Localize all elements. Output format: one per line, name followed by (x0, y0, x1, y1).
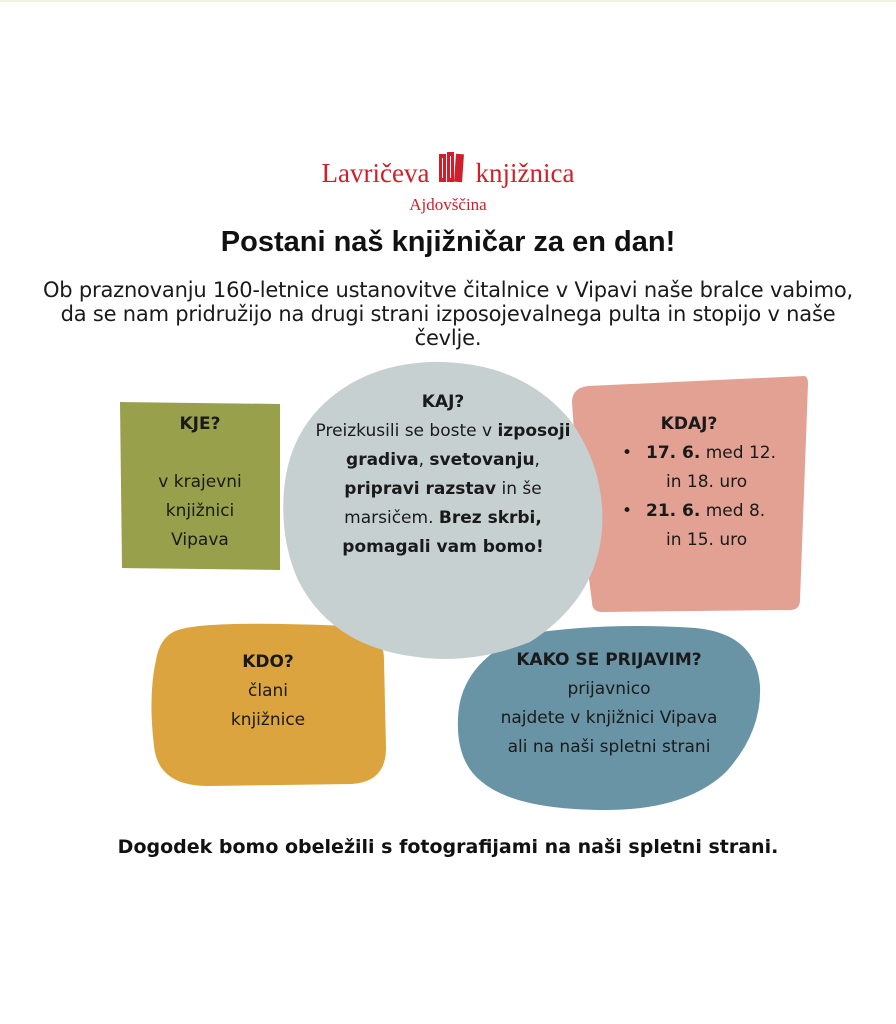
book-icon (437, 150, 467, 195)
kdaj-item-text1: med 8. (705, 501, 766, 521)
intro-text: Ob praznovanju 160-letnice ustanovitve čitalnice v Vipavi naše bralce vabimo, da se nam pridružijo na drugi strani izposojevalnega pulta in stopijo v naše čevlje. (42, 278, 854, 350)
kje-line-2: knjižnici (165, 501, 235, 521)
kdaj-item-text2: in 15. uro (666, 530, 748, 550)
kje-line-1: v krajevni (158, 472, 242, 492)
kje-heading: KJE? (179, 414, 221, 434)
kdaj-item-text2: in 18. uro (666, 472, 748, 492)
kdo-line-2: knjižnice (230, 710, 306, 730)
kaj-box (280, 360, 606, 660)
kako-line-3: ali na naši spletni strani (507, 737, 711, 757)
page-title: Postani naš knjižničar za en dan! (220, 226, 676, 258)
kdaj-item-date: 21. 6. (646, 501, 701, 521)
library-logo (0, 150, 896, 215)
kaj-bold-1: izposoji gradiva (346, 421, 571, 470)
logo-subtitle: Ajdovščina (409, 195, 487, 214)
kako-heading: KAKO SE PRIJAVIM? (516, 650, 702, 670)
kaj-text-3: , (534, 450, 540, 470)
kje-box (118, 400, 282, 572)
kdaj-item-date: 17. 6. (646, 443, 701, 463)
kje-line-3: Vipava (171, 530, 229, 550)
kdo-heading: KDO? (242, 652, 294, 672)
kdaj-item: • 21. 6. med 8. in 15. uro (568, 497, 810, 555)
kaj-text-2: , (418, 450, 425, 470)
logo-name-left: Lavričeva (321, 157, 430, 188)
kaj-bold-4: Brez skrbi, pomagali vam bomo! (342, 508, 544, 557)
footer-note: Dogodek bomo obeležili s fotografijami na naši spletni strani. (117, 836, 779, 858)
kaj-bold-2: svetovanju (429, 450, 535, 470)
top-border-line (0, 0, 896, 2)
kdaj-item: • 17. 6. med 12. in 18. uro (568, 439, 810, 497)
kako-line-2: najdete v knjižnici Vipava (500, 708, 718, 728)
kdaj-item-text1: med 12. (705, 443, 776, 463)
kako-line-1: prijavnico (567, 679, 651, 699)
kaj-heading: KAJ? (421, 392, 465, 412)
logo-name-right: knjižnica (475, 157, 575, 188)
kaj-text-4: in še marsičem. (344, 479, 542, 528)
kdaj-heading: KDAJ? (660, 414, 718, 434)
logo-name-row (0, 150, 896, 195)
kaj-bold-3: pripravi razstav (344, 479, 497, 499)
kdo-line-1: člani (248, 681, 288, 701)
kaj-text-1: Preizkusili se boste v (315, 421, 493, 441)
